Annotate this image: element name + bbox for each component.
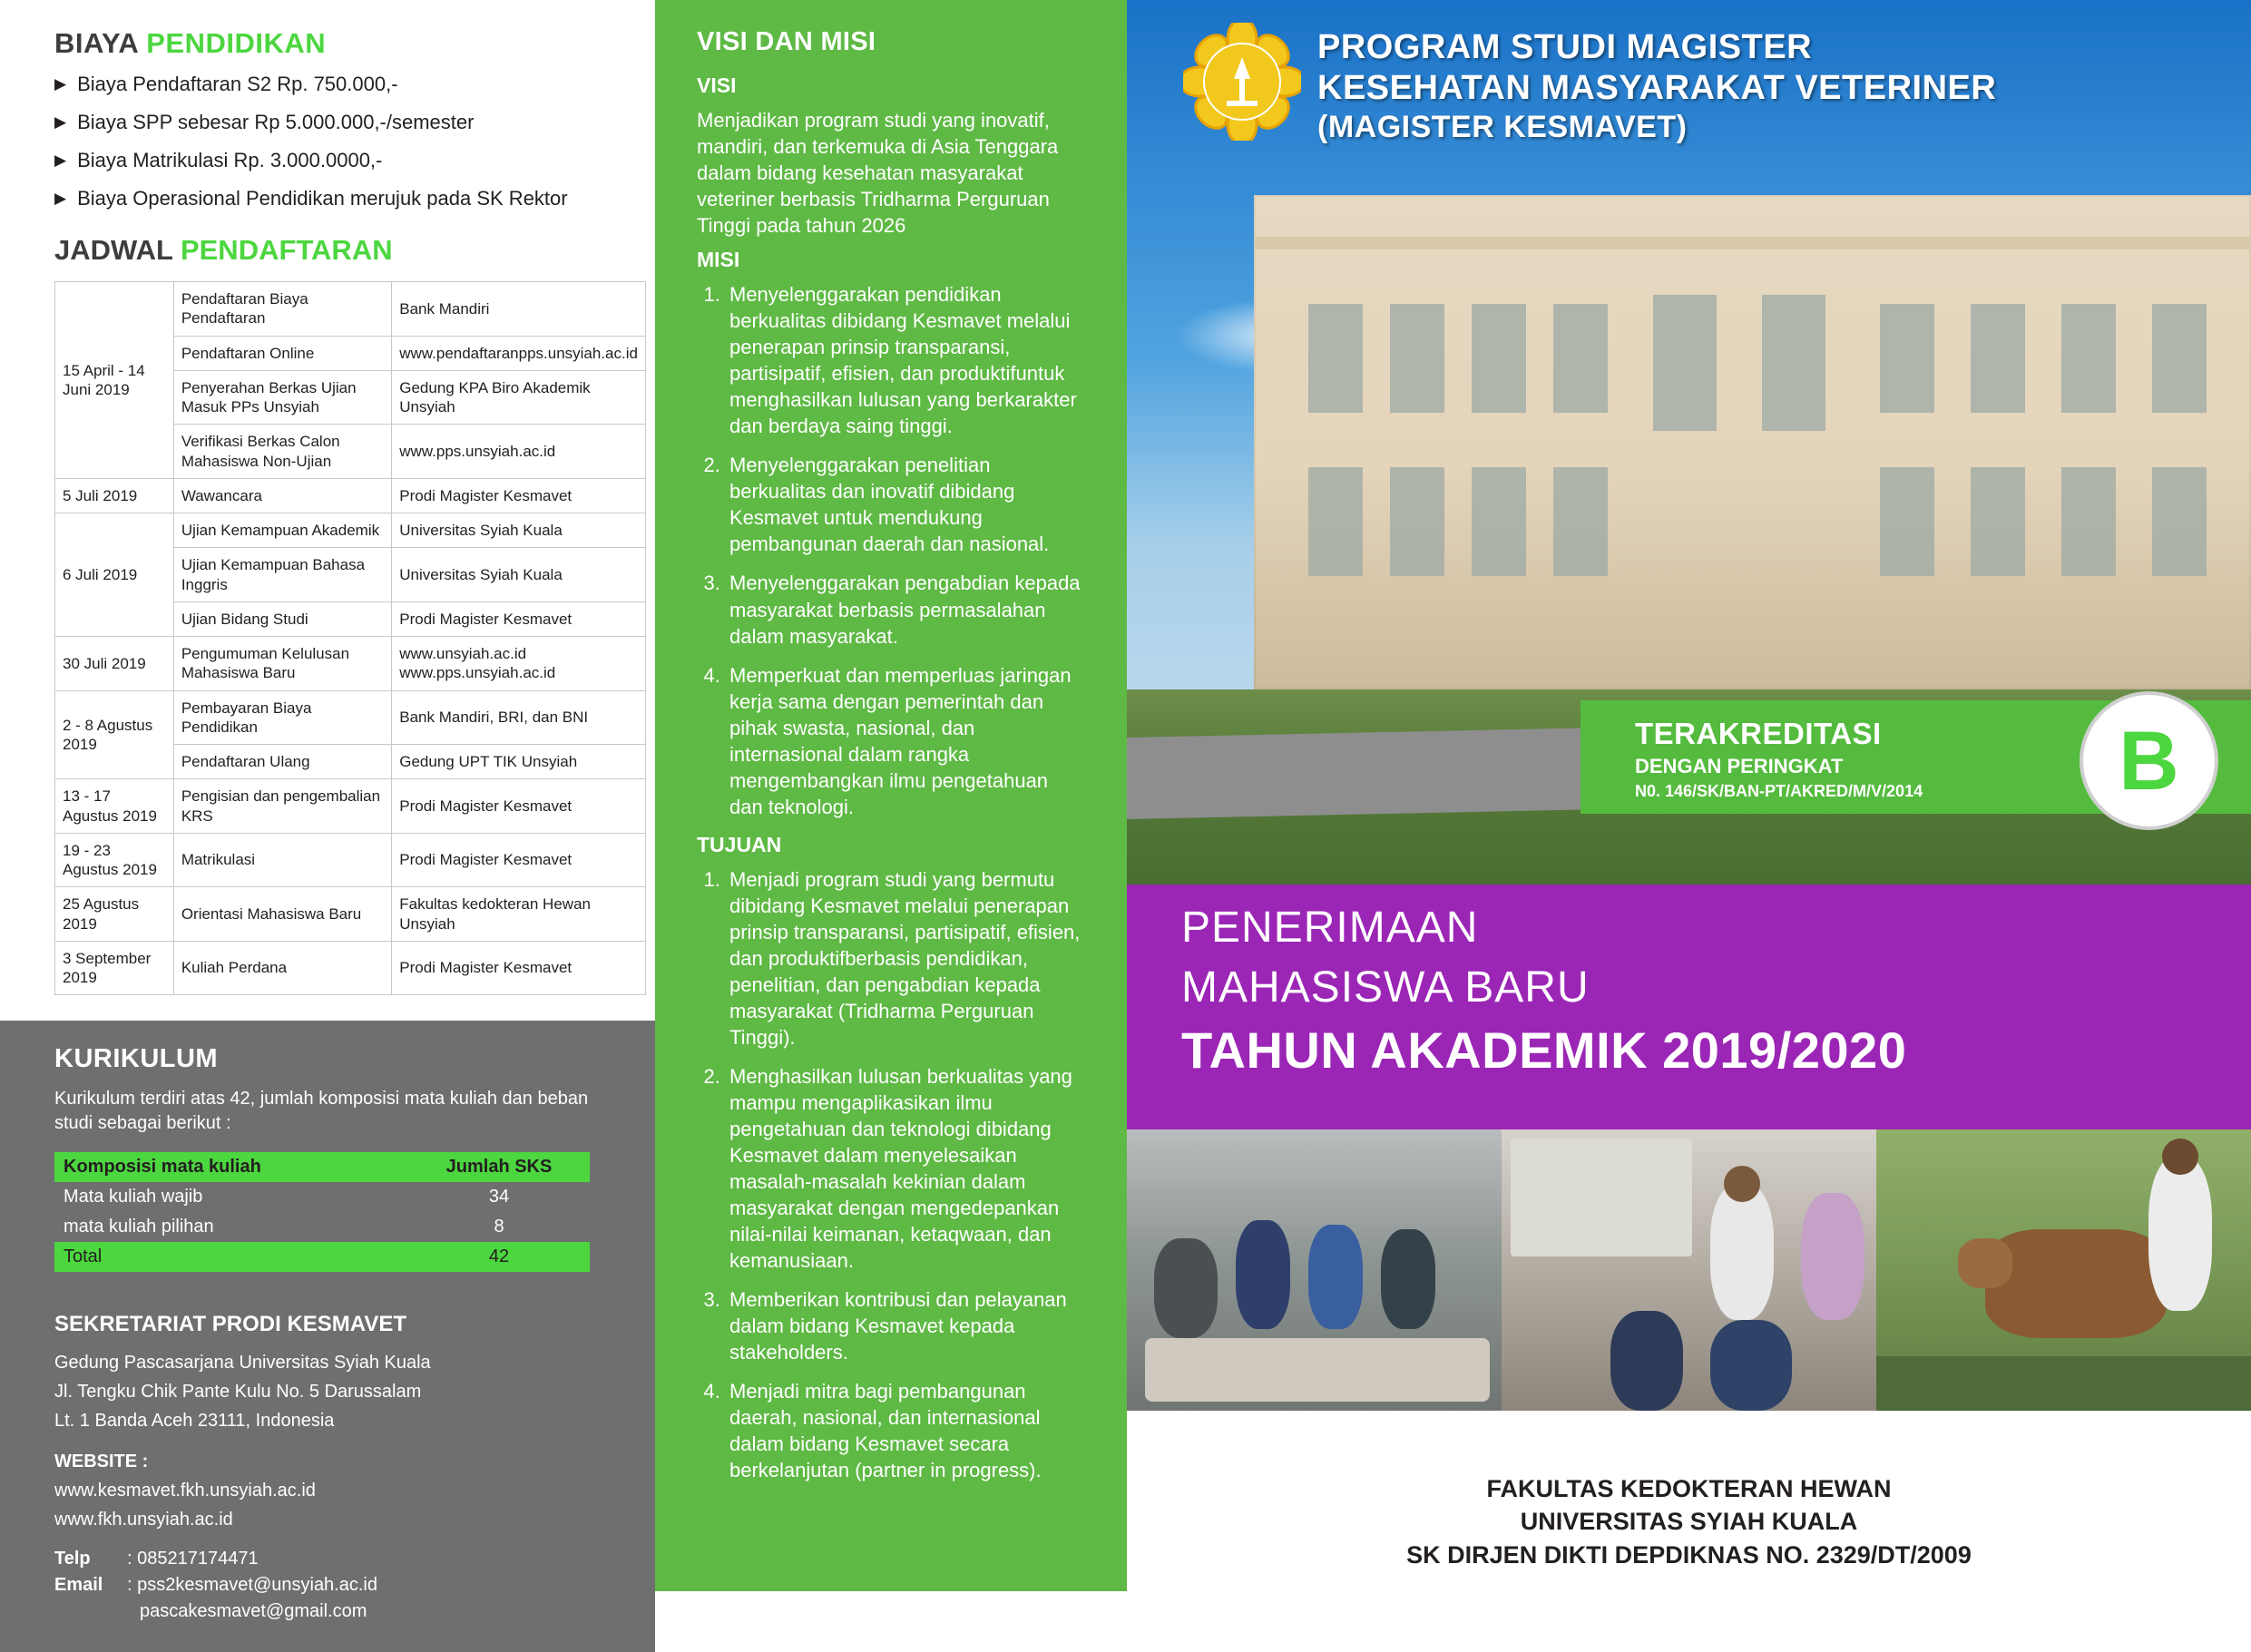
address-line: Gedung Pascasarjana Universitas Syiah Kuala	[54, 1353, 431, 1373]
table-row	[55, 478, 646, 513]
program-title-line2: KESEHATAN MASYARAKAT VETERINER	[1317, 68, 1997, 107]
middle-panel	[655, 0, 1127, 1591]
program-title-line1: PROGRAM STUDI MAGISTER	[1317, 28, 1813, 66]
table-row	[55, 513, 646, 548]
photo-classroom	[1127, 1129, 1502, 1411]
university-logo-icon	[1183, 23, 1301, 141]
biaya-item-text: Biaya Operasional Pendidikan merujuk pada SK Rektor	[77, 187, 568, 210]
kurikulum-heading: KURIKULUM	[54, 1044, 219, 1074]
telp-label: Telp	[54, 1549, 91, 1569]
list-item: 4. Memperkuat dan memperluas jaringan kerja sama dengan pemerintah dan pihak swasta, nasional, dan internasional dalam rangka mengembangkan ilmu pengetahuan dan teknologi.	[726, 662, 1085, 820]
triangle-icon: ▶	[54, 113, 67, 131]
kurikulum-row-label: mata kuliah pilihan	[54, 1212, 408, 1242]
list-item: 2. Menyelenggarakan penelitian berkualitas dan inovatif dibidang Kesmavet untuk mendukung pembangunan daerah dan nasional.	[726, 452, 1085, 557]
triangle-icon: ▶	[54, 190, 67, 207]
schedule-activity: Orientasi Mahasiswa Baru	[173, 887, 391, 942]
sekretariat-heading: SEKRETARIAT PRODI KESMAVET	[54, 1312, 407, 1337]
schedule-activity: Kuliah Perdana	[173, 941, 391, 995]
list-item	[54, 73, 619, 96]
telp-row	[54, 1546, 601, 1572]
biaya-heading-part2: PENDIDIKAN	[146, 27, 327, 59]
schedule-place: www.unsyiah.ac.id www.pps.unsyiah.ac.id	[392, 637, 646, 691]
column-header-sks: Jumlah SKS	[408, 1152, 590, 1182]
triangle-icon: ▶	[54, 152, 67, 169]
announcement-banner	[1127, 885, 2251, 1129]
website-link[interactable]: www.kesmavet.fkh.unsyiah.ac.id	[54, 1481, 316, 1501]
faculty-footer	[1127, 1411, 2251, 1591]
schedule-activity: Pendaftaran Online	[173, 336, 391, 370]
schedule-place: Universitas Syiah Kuala	[392, 513, 646, 548]
schedule-date: 30 Juli 2019	[55, 637, 174, 691]
schedule-place: Gedung UPT TIK Unsyiah	[392, 745, 646, 779]
right-panel	[1127, 0, 2251, 1591]
kurikulum-description: Kurikulum terdiri atas 42, jumlah komposisi mata kuliah dan beban studi sebagai berikut :	[54, 1089, 589, 1134]
photo-cattle-inspection	[1876, 1129, 2251, 1411]
schedule-date: 15 April - 14 Juni 2019	[55, 282, 174, 479]
announcement-line2: MAHASISWA BARU	[1181, 963, 1590, 1012]
schedule-activity: Pendaftaran Biaya Pendaftaran	[173, 282, 391, 337]
email-label-spacer	[54, 1598, 127, 1625]
campus-building-photo	[1254, 195, 2251, 689]
kurikulum-section	[0, 1021, 655, 1303]
sekretariat-section	[0, 1303, 655, 1652]
triangle-icon: ▶	[54, 75, 67, 93]
kurikulum-table	[54, 1152, 590, 1272]
tujuan-label: TUJUAN	[697, 832, 782, 856]
schedule-date: 19 - 23 Agustus 2019	[55, 833, 174, 887]
table-row	[55, 833, 646, 887]
schedule-date: 5 Juli 2019	[55, 478, 174, 513]
schedule-place: www.pendaftaranpps.unsyiah.ac.id	[392, 336, 646, 370]
accreditation-title: TERAKREDITASI	[1635, 717, 1882, 750]
schedule-activity: Pendaftaran Ulang	[173, 745, 391, 779]
visi-text: Menjadikan program studi yang inovatif, mandiri, dan terkemuka di Asia Tenggara dalam bidang kesehatan masyarakat veteriner berbasis Tridharma Perguruan Tinggi pada tahun 2026	[697, 109, 1059, 238]
program-title	[1317, 27, 1996, 145]
kurikulum-total-label: Total	[54, 1242, 408, 1272]
visi-misi-heading: VISI DAN MISI	[697, 27, 876, 56]
schedule-date: 2 - 8 Agustus 2019	[55, 690, 174, 779]
email-value-2[interactable]: pascakesmavet@gmail.com	[140, 1601, 367, 1622]
photo-presentation	[1502, 1129, 1876, 1411]
schedule-activity: Ujian Bidang Studi	[173, 601, 391, 636]
schedule-activity: Wawancara	[173, 478, 391, 513]
tujuan-list	[697, 866, 1085, 1484]
table-row	[54, 1152, 590, 1182]
list-item	[54, 187, 619, 210]
table-row	[55, 282, 646, 337]
left-top-section	[0, 0, 655, 995]
email-row-2	[54, 1598, 601, 1625]
table-row	[55, 887, 646, 942]
biaya-heading	[54, 27, 619, 60]
schedule-date: 13 - 17 Agustus 2019	[55, 779, 174, 834]
address-line: Jl. Tengku Chik Pante Kulu No. 5 Darussalam	[54, 1382, 422, 1403]
column-header-composition: Komposisi mata kuliah	[54, 1152, 408, 1182]
accreditation-banner	[1581, 700, 2251, 814]
announcement-line1: PENERIMAAN	[1181, 904, 1479, 952]
schedule-place: Prodi Magister Kesmavet	[392, 601, 646, 636]
list-item: 3. Menyelenggarakan pengabdian kepada masyarakat berbasis permasalahan dalam masyarakat.	[726, 570, 1085, 649]
schedule-activity: Matrikulasi	[173, 833, 391, 887]
announcement-line3: TAHUN AKADEMIK 2019/2020	[1181, 1022, 1907, 1079]
schedule-place: Prodi Magister Kesmavet	[392, 941, 646, 995]
biaya-list	[54, 73, 619, 210]
table-row	[55, 690, 646, 745]
schedule-place: Universitas Syiah Kuala	[392, 548, 646, 602]
schedule-activity: Pengisian dan pengembalian KRS	[173, 779, 391, 834]
schedule-activity: Ujian Kemampuan Bahasa Inggris	[173, 548, 391, 602]
footer-line1: FAKULTAS KEDOKTERAN HEWAN	[1486, 1475, 1892, 1502]
hero-image	[1127, 0, 2251, 885]
email-row	[54, 1572, 601, 1598]
schedule-activity: Ujian Kemampuan Akademik	[173, 513, 391, 548]
schedule-date: 25 Agustus 2019	[55, 887, 174, 942]
schedule-place: Prodi Magister Kesmavet	[392, 833, 646, 887]
biaya-item-text: Biaya Pendaftaran S2 Rp. 750.000,-	[77, 73, 398, 95]
left-panel	[0, 0, 655, 1622]
jadwal-heading-part1: JADWAL	[54, 234, 173, 266]
schedule-place: Prodi Magister Kesmavet	[392, 478, 646, 513]
photo-strip	[1127, 1129, 2251, 1411]
accreditation-grade-badge	[2080, 691, 2218, 830]
kurikulum-row-label: Mata kuliah wajib	[54, 1182, 408, 1212]
table-row	[55, 779, 646, 834]
program-title-line3: (MAGISTER KESMAVET)	[1317, 109, 1688, 144]
schedule-place: Gedung KPA Biro Akademik Unsyiah	[392, 370, 646, 425]
telp-value: : 085217174471	[127, 1549, 259, 1569]
schedule-date: 6 Juli 2019	[55, 513, 174, 637]
accreditation-subtitle: DENGAN PERINGKAT	[1635, 755, 1844, 777]
schedule-activity: Pembayaran Biaya Pendidikan	[173, 690, 391, 745]
list-item: 2. Menghasilkan lulusan berkualitas yang mampu mengaplikasikan ilmu pengetahuan dan teknologi dibidang Kesmavet dalam menyelesaikan masalah-masalah kekinian dalam masyarakat dengan mengedepankan nilai-nilai keimanan, ketaqwaan, dan kemanusiaan.	[726, 1063, 1085, 1274]
footer-line3: SK DIRJEN DIKTI DEPDIKNAS NO. 2329/DT/2009	[1406, 1540, 1972, 1569]
list-item: 3. Memberikan kontribusi dan pelayanan dalam bidang Kesmavet kepada stakeholders.	[726, 1286, 1085, 1365]
list-item: 1. Menjadi program studi yang bermutu dibidang Kesmavet melalui penerapan prinsip transparansi, partisipatif, efisien, dan produktifberbasis pendidikan, penelitian, dan pengabdian kepada masyarakat (Tridharma Perguruan Tinggi).	[726, 866, 1085, 1051]
table-row	[54, 1242, 590, 1272]
schedule-table	[54, 281, 646, 995]
schedule-activity: Pengumuman Kelulusan Mahasiswa Baru	[173, 637, 391, 691]
kurikulum-total-value: 42	[408, 1242, 590, 1272]
schedule-place: Fakultas kedokteran Hewan Unsyiah	[392, 887, 646, 942]
jadwal-heading	[54, 234, 619, 267]
table-row	[54, 1212, 590, 1242]
table-row	[55, 941, 646, 995]
accreditation-grade-letter: B	[2119, 714, 2179, 807]
website-label: WEBSITE :	[54, 1452, 149, 1472]
misi-label: MISI	[697, 248, 740, 272]
table-row	[55, 637, 646, 691]
list-item: 1. Menyelenggarakan pendidikan berkualitas dibidang Kesmavet melalui penerapan prinsip transparansi, partisipatif, efisien, dan produktifuntuk menghasilkan lulusan yang berkarakter dan berdaya saing tinggi.	[726, 281, 1085, 439]
email-value[interactable]: : pss2kesmavet@unsyiah.ac.id	[127, 1575, 377, 1596]
footer-line2: UNIVERSITAS SYIAH KUALA	[1520, 1508, 1858, 1536]
schedule-place: Prodi Magister Kesmavet	[392, 779, 646, 834]
accreditation-number: N0. 146/SK/BAN-PT/AKRED/M/V/2014	[1635, 782, 1923, 800]
schedule-date: 3 September 2019	[55, 941, 174, 995]
table-row	[54, 1182, 590, 1212]
website-link[interactable]: www.fkh.unsyiah.ac.id	[54, 1510, 233, 1530]
misi-list	[697, 281, 1085, 820]
list-item: 4. Menjadi mitra bagi pembangunan daerah, nasional, dan internasional dalam bidang Kesmavet secara berkelanjutan (partner in progress).	[726, 1378, 1085, 1483]
biaya-heading-part1: BIAYA	[54, 27, 139, 59]
schedule-place: Bank Mandiri, BRI, dan BNI	[392, 690, 646, 745]
jadwal-heading-part2: PENDAFTARAN	[180, 234, 393, 266]
schedule-activity: Penyerahan Berkas Ujian Masuk PPs Unsyiah	[173, 370, 391, 425]
list-item	[54, 149, 619, 172]
schedule-activity: Verifikasi Berkas Calon Mahasiswa Non-Ujian	[173, 425, 391, 479]
kurikulum-row-value: 8	[408, 1212, 590, 1242]
biaya-item-text: Biaya Matrikulasi Rp. 3.000.0000,-	[77, 149, 383, 171]
schedule-place: Bank Mandiri	[392, 282, 646, 337]
biaya-item-text: Biaya SPP sebesar Rp 5.000.000,-/semester	[77, 111, 475, 133]
address-line: Lt. 1 Banda Aceh 23111, Indonesia	[54, 1411, 335, 1432]
list-item	[54, 111, 619, 134]
visi-label: VISI	[697, 73, 737, 97]
kurikulum-row-value: 34	[408, 1182, 590, 1212]
email-label: Email	[54, 1575, 103, 1596]
schedule-place: www.pps.unsyiah.ac.id	[392, 425, 646, 479]
